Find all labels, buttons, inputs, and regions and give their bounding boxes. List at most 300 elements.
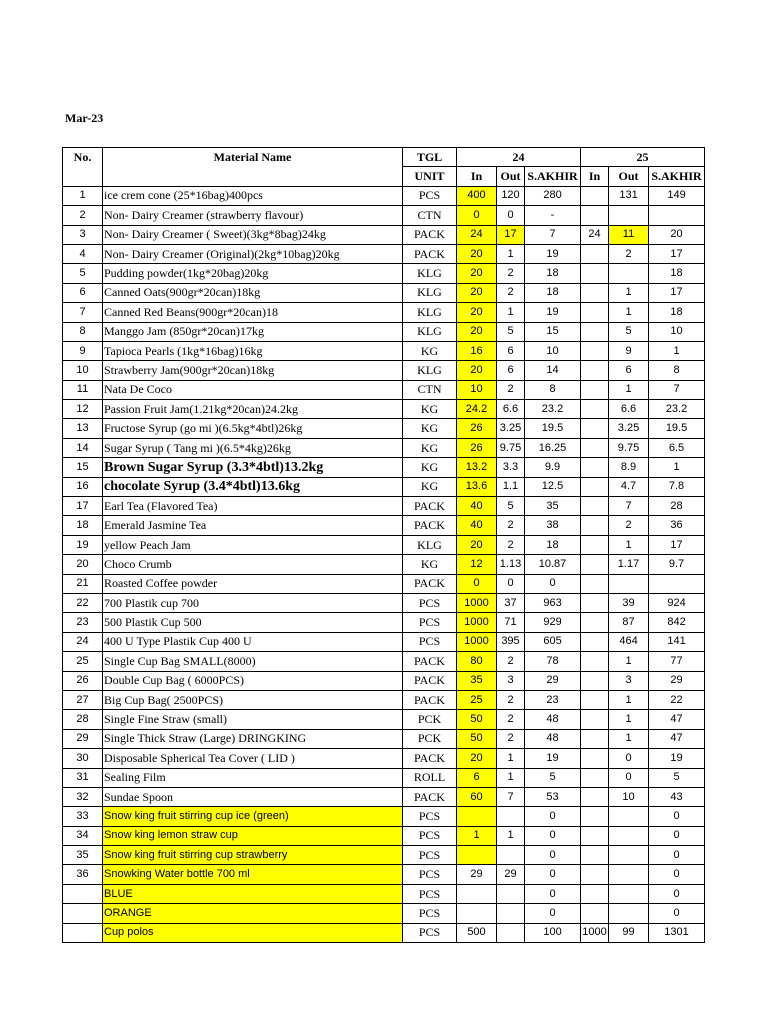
row-number: 17 bbox=[63, 497, 103, 516]
day1-akhir: 29 bbox=[525, 671, 581, 690]
day2-in bbox=[581, 613, 609, 632]
table-row bbox=[63, 303, 705, 322]
day1-akhir: 10 bbox=[525, 341, 581, 360]
material-name: Passion Fruit Jam(1.21kg*20can)24.2kg bbox=[103, 400, 403, 419]
day2-akhir: 47 bbox=[649, 729, 705, 748]
day2-akhir: 19 bbox=[649, 749, 705, 768]
unit: KG bbox=[403, 477, 457, 496]
day1-akhir: 0 bbox=[525, 865, 581, 884]
day2-akhir: 36 bbox=[649, 516, 705, 535]
row-number: 23 bbox=[63, 613, 103, 632]
day2-akhir: 7 bbox=[649, 380, 705, 399]
row-number: 34 bbox=[63, 826, 103, 845]
day2-out: 1 bbox=[609, 710, 649, 729]
day2-out: 11 bbox=[609, 225, 649, 244]
table-row bbox=[63, 206, 705, 225]
day2-out: 1 bbox=[609, 652, 649, 671]
day1-out: 0 bbox=[497, 206, 525, 225]
material-name: Cup polos bbox=[103, 923, 403, 942]
day2-out bbox=[609, 206, 649, 225]
day1-in: 1 bbox=[457, 826, 497, 845]
day1-out: 2 bbox=[497, 652, 525, 671]
day1-in: 13.6 bbox=[457, 477, 497, 496]
day1-akhir: 605 bbox=[525, 632, 581, 651]
row-number: 25 bbox=[63, 652, 103, 671]
day1-in: 25 bbox=[457, 690, 497, 709]
unit: PCS bbox=[403, 846, 457, 865]
day1-akhir: 10.87 bbox=[525, 555, 581, 574]
row-number: 9 bbox=[63, 341, 103, 360]
table-row bbox=[63, 710, 705, 729]
header-day-1: 24 bbox=[457, 148, 581, 167]
day2-in bbox=[581, 458, 609, 477]
material-name: Strawberry Jam(900gr*20can)18kg bbox=[103, 361, 403, 380]
stock-table-body bbox=[63, 148, 705, 943]
unit: KG bbox=[403, 341, 457, 360]
report-date: Mar-23 bbox=[65, 111, 104, 125]
day1-akhir: 18 bbox=[525, 264, 581, 283]
table-row bbox=[63, 283, 705, 302]
header-day-2: 25 bbox=[581, 148, 705, 167]
table-row bbox=[63, 846, 705, 865]
day1-in: 20 bbox=[457, 264, 497, 283]
day2-in bbox=[581, 380, 609, 399]
day2-akhir: 0 bbox=[649, 884, 705, 903]
day2-akhir: 17 bbox=[649, 535, 705, 554]
material-name: Canned Oats(900gr*20can)18kg bbox=[103, 283, 403, 302]
unit: PCS bbox=[403, 923, 457, 942]
day1-out: 5 bbox=[497, 322, 525, 341]
row-number: 20 bbox=[63, 555, 103, 574]
day2-out: 6.6 bbox=[609, 400, 649, 419]
unit: PCK bbox=[403, 729, 457, 748]
day1-in: 10 bbox=[457, 380, 497, 399]
day2-in bbox=[581, 477, 609, 496]
day2-in bbox=[581, 652, 609, 671]
unit: PACK bbox=[403, 516, 457, 535]
day1-in: 26 bbox=[457, 438, 497, 457]
day1-in: 500 bbox=[457, 923, 497, 942]
material-name: ORANGE bbox=[103, 904, 403, 923]
day2-out: 99 bbox=[609, 923, 649, 942]
day1-akhir: 35 bbox=[525, 497, 581, 516]
day1-in: 26 bbox=[457, 419, 497, 438]
table-row bbox=[63, 671, 705, 690]
day1-in: 20 bbox=[457, 283, 497, 302]
day1-in: 6 bbox=[457, 768, 497, 787]
day1-out: 71 bbox=[497, 613, 525, 632]
day1-akhir: 100 bbox=[525, 923, 581, 942]
material-name: Tapioca Pearls (1kg*16bag)16kg bbox=[103, 341, 403, 360]
table-row bbox=[63, 632, 705, 651]
row-number: 26 bbox=[63, 671, 103, 690]
day1-in: 20 bbox=[457, 749, 497, 768]
day2-out: 9.75 bbox=[609, 438, 649, 457]
material-name: Snow king fruit stirring cup strawberry bbox=[103, 846, 403, 865]
day2-out: 7 bbox=[609, 497, 649, 516]
row-number: 2 bbox=[63, 206, 103, 225]
day2-in bbox=[581, 671, 609, 690]
day2-in bbox=[581, 535, 609, 554]
material-name: Earl Tea (Flavored Tea) bbox=[103, 497, 403, 516]
table-header-row-1 bbox=[63, 148, 705, 167]
stock-table bbox=[62, 147, 705, 943]
material-name: Emerald Jasmine Tea bbox=[103, 516, 403, 535]
header-out-1: Out bbox=[497, 167, 525, 186]
day2-out: 3.25 bbox=[609, 419, 649, 438]
table-row bbox=[63, 419, 705, 438]
day2-out: 1 bbox=[609, 283, 649, 302]
day1-in: 13.2 bbox=[457, 458, 497, 477]
day1-out: 2 bbox=[497, 729, 525, 748]
unit: PCS bbox=[403, 807, 457, 826]
day2-akhir: 28 bbox=[649, 497, 705, 516]
day1-in: 40 bbox=[457, 516, 497, 535]
table-row bbox=[63, 865, 705, 884]
day2-in bbox=[581, 826, 609, 845]
day1-akhir: 12.5 bbox=[525, 477, 581, 496]
day1-out: 2 bbox=[497, 283, 525, 302]
header-unit: UNIT bbox=[403, 167, 457, 186]
day2-in bbox=[581, 516, 609, 535]
unit: KG bbox=[403, 438, 457, 457]
row-number: 12 bbox=[63, 400, 103, 419]
day2-akhir: 1 bbox=[649, 458, 705, 477]
day2-in bbox=[581, 264, 609, 283]
header-no: No. bbox=[63, 148, 103, 167]
day1-in bbox=[457, 807, 497, 826]
material-name: 400 U Type Plastik Cup 400 U bbox=[103, 632, 403, 651]
row-number: 30 bbox=[63, 749, 103, 768]
day2-in bbox=[581, 768, 609, 787]
day2-out: 1 bbox=[609, 690, 649, 709]
table-row bbox=[63, 593, 705, 612]
table-row bbox=[63, 341, 705, 360]
day1-out: 1 bbox=[497, 749, 525, 768]
day2-in bbox=[581, 303, 609, 322]
row-number: 10 bbox=[63, 361, 103, 380]
day1-akhir: 19 bbox=[525, 303, 581, 322]
day1-akhir: 0 bbox=[525, 884, 581, 903]
day1-in: 80 bbox=[457, 652, 497, 671]
day2-akhir: 23.2 bbox=[649, 400, 705, 419]
row-number: 24 bbox=[63, 632, 103, 651]
day2-out: 9 bbox=[609, 341, 649, 360]
day1-out: 1 bbox=[497, 244, 525, 263]
day2-out: 1 bbox=[609, 729, 649, 748]
day2-in bbox=[581, 846, 609, 865]
material-name: 500 Plastik Cup 500 bbox=[103, 613, 403, 632]
material-name: Pudding powder(1kg*20bag)20kg bbox=[103, 264, 403, 283]
day1-akhir: 5 bbox=[525, 768, 581, 787]
day2-out bbox=[609, 884, 649, 903]
table-row bbox=[63, 458, 705, 477]
day1-in: 24.2 bbox=[457, 400, 497, 419]
day1-in: 400 bbox=[457, 186, 497, 205]
day2-out bbox=[609, 807, 649, 826]
table-row bbox=[63, 690, 705, 709]
day1-akhir: 53 bbox=[525, 787, 581, 806]
unit: KLG bbox=[403, 535, 457, 554]
day2-out: 5 bbox=[609, 322, 649, 341]
unit: KLG bbox=[403, 283, 457, 302]
day1-in: 50 bbox=[457, 710, 497, 729]
day1-in: 0 bbox=[457, 574, 497, 593]
day1-akhir: 963 bbox=[525, 593, 581, 612]
row-number: 11 bbox=[63, 380, 103, 399]
day1-out: 3.25 bbox=[497, 419, 525, 438]
day1-in bbox=[457, 846, 497, 865]
day2-akhir: 17 bbox=[649, 283, 705, 302]
day1-in: 12 bbox=[457, 555, 497, 574]
table-row bbox=[63, 380, 705, 399]
row-number: 8 bbox=[63, 322, 103, 341]
day2-in bbox=[581, 574, 609, 593]
unit: PCS bbox=[403, 632, 457, 651]
table-row bbox=[63, 400, 705, 419]
day1-in: 20 bbox=[457, 322, 497, 341]
material-name: Sundae Spoon bbox=[103, 787, 403, 806]
material-name: Fructose Syrup (go mi )(6.5kg*4btl)26kg bbox=[103, 419, 403, 438]
day2-akhir: 77 bbox=[649, 652, 705, 671]
row-number: 31 bbox=[63, 768, 103, 787]
day2-akhir: 17 bbox=[649, 244, 705, 263]
unit: KG bbox=[403, 419, 457, 438]
material-name: Sealing Film bbox=[103, 768, 403, 787]
material-name: Big Cup Bag( 2500PCS) bbox=[103, 690, 403, 709]
table-row bbox=[63, 244, 705, 263]
day1-akhir: 14 bbox=[525, 361, 581, 380]
day2-akhir: 0 bbox=[649, 904, 705, 923]
material-name: Double Cup Bag ( 6000PCS) bbox=[103, 671, 403, 690]
day2-out: 3 bbox=[609, 671, 649, 690]
day1-out: 6 bbox=[497, 361, 525, 380]
day1-in: 24 bbox=[457, 225, 497, 244]
table-row bbox=[63, 807, 705, 826]
day2-in bbox=[581, 593, 609, 612]
unit: PCS bbox=[403, 884, 457, 903]
day1-akhir: - bbox=[525, 206, 581, 225]
day2-out: 2 bbox=[609, 244, 649, 263]
unit: KG bbox=[403, 458, 457, 477]
row-number: 27 bbox=[63, 690, 103, 709]
day1-akhir: 0 bbox=[525, 904, 581, 923]
day2-out: 2 bbox=[609, 516, 649, 535]
day1-out: 0 bbox=[497, 574, 525, 593]
material-name: Non- Dairy Creamer (Original)(2kg*10bag)20kg bbox=[103, 244, 403, 263]
day1-out: 2 bbox=[497, 516, 525, 535]
header-out-2: Out bbox=[609, 167, 649, 186]
day2-akhir: 8 bbox=[649, 361, 705, 380]
day2-in bbox=[581, 283, 609, 302]
day1-out: 2 bbox=[497, 710, 525, 729]
day1-out: 7 bbox=[497, 787, 525, 806]
day2-out: 0 bbox=[609, 768, 649, 787]
table-row bbox=[63, 186, 705, 205]
day2-out bbox=[609, 846, 649, 865]
day2-akhir: 924 bbox=[649, 593, 705, 612]
unit: KLG bbox=[403, 264, 457, 283]
day2-in bbox=[581, 787, 609, 806]
day1-akhir: 23 bbox=[525, 690, 581, 709]
day1-out: 3.3 bbox=[497, 458, 525, 477]
day1-in: 29 bbox=[457, 865, 497, 884]
header-tgl: TGL bbox=[403, 148, 457, 167]
unit: PACK bbox=[403, 574, 457, 593]
day1-akhir: 23.2 bbox=[525, 400, 581, 419]
table-row bbox=[63, 225, 705, 244]
material-name: chocolate Syrup (3.4*4btl)13.6kg bbox=[103, 477, 403, 496]
day1-akhir: 0 bbox=[525, 846, 581, 865]
table-row bbox=[63, 904, 705, 923]
material-name: Brown Sugar Syrup (3.3*4btl)13.2kg bbox=[103, 458, 403, 477]
row-number: 16 bbox=[63, 477, 103, 496]
unit: ROLL bbox=[403, 768, 457, 787]
day1-akhir: 15 bbox=[525, 322, 581, 341]
day2-in bbox=[581, 361, 609, 380]
day2-akhir: 149 bbox=[649, 186, 705, 205]
day1-in: 1000 bbox=[457, 593, 497, 612]
unit: KLG bbox=[403, 303, 457, 322]
day1-in: 50 bbox=[457, 729, 497, 748]
table-row bbox=[63, 923, 705, 942]
material-name: BLUE bbox=[103, 884, 403, 903]
day1-akhir: 48 bbox=[525, 729, 581, 748]
day1-akhir: 19 bbox=[525, 749, 581, 768]
row-number: 28 bbox=[63, 710, 103, 729]
day1-akhir: 8 bbox=[525, 380, 581, 399]
day2-in bbox=[581, 497, 609, 516]
day2-akhir bbox=[649, 206, 705, 225]
row-number: 33 bbox=[63, 807, 103, 826]
day1-out: 2 bbox=[497, 380, 525, 399]
day2-out bbox=[609, 904, 649, 923]
day1-akhir: 18 bbox=[525, 283, 581, 302]
day1-out: 395 bbox=[497, 632, 525, 651]
day2-akhir: 141 bbox=[649, 632, 705, 651]
day1-akhir: 78 bbox=[525, 652, 581, 671]
unit: PCS bbox=[403, 826, 457, 845]
row-number: 13 bbox=[63, 419, 103, 438]
day2-in: 1000 bbox=[581, 923, 609, 942]
day1-out: 17 bbox=[497, 225, 525, 244]
unit: PCK bbox=[403, 710, 457, 729]
unit: PCS bbox=[403, 865, 457, 884]
day1-akhir: 19.5 bbox=[525, 419, 581, 438]
day1-out: 5 bbox=[497, 497, 525, 516]
table-row bbox=[63, 884, 705, 903]
table-row bbox=[63, 749, 705, 768]
day2-akhir: 842 bbox=[649, 613, 705, 632]
day2-in bbox=[581, 884, 609, 903]
day2-akhir: 20 bbox=[649, 225, 705, 244]
day2-akhir: 22 bbox=[649, 690, 705, 709]
unit: PCS bbox=[403, 593, 457, 612]
material-name: Manggo Jam (850gr*20can)17kg bbox=[103, 322, 403, 341]
day1-in: 35 bbox=[457, 671, 497, 690]
unit: PACK bbox=[403, 787, 457, 806]
day1-out: 1.13 bbox=[497, 555, 525, 574]
unit: PACK bbox=[403, 244, 457, 263]
day2-akhir: 47 bbox=[649, 710, 705, 729]
day1-akhir: 19 bbox=[525, 244, 581, 263]
day1-akhir: 0 bbox=[525, 826, 581, 845]
row-number: 35 bbox=[63, 846, 103, 865]
header-material-cont bbox=[103, 167, 403, 186]
day1-out: 1 bbox=[497, 768, 525, 787]
table-row bbox=[63, 787, 705, 806]
day1-out: 1.1 bbox=[497, 477, 525, 496]
unit: PACK bbox=[403, 671, 457, 690]
day2-out: 1 bbox=[609, 535, 649, 554]
day2-akhir: 0 bbox=[649, 826, 705, 845]
material-name: Sugar Syrup ( Tang mi )(6.5*4kg)26kg bbox=[103, 438, 403, 457]
day2-out bbox=[609, 264, 649, 283]
material-name: Non- Dairy Creamer (strawberry flavour) bbox=[103, 206, 403, 225]
table-row bbox=[63, 361, 705, 380]
table-row bbox=[63, 516, 705, 535]
row-number: 36 bbox=[63, 865, 103, 884]
day1-in: 20 bbox=[457, 361, 497, 380]
header-in-1: In bbox=[457, 167, 497, 186]
day1-in: 40 bbox=[457, 497, 497, 516]
unit: CTN bbox=[403, 380, 457, 399]
day2-in bbox=[581, 322, 609, 341]
day2-akhir: 5 bbox=[649, 768, 705, 787]
row-number: 3 bbox=[63, 225, 103, 244]
material-name: Canned Red Beans(900gr*20can)18 bbox=[103, 303, 403, 322]
day1-out: 1 bbox=[497, 826, 525, 845]
day2-akhir: 9.7 bbox=[649, 555, 705, 574]
unit: KG bbox=[403, 555, 457, 574]
unit: PCS bbox=[403, 613, 457, 632]
day1-akhir: 38 bbox=[525, 516, 581, 535]
material-name: Roasted Coffee powder bbox=[103, 574, 403, 593]
day2-in bbox=[581, 632, 609, 651]
day1-akhir: 48 bbox=[525, 710, 581, 729]
day2-in bbox=[581, 865, 609, 884]
day2-akhir: 19.5 bbox=[649, 419, 705, 438]
header-no-cont bbox=[63, 167, 103, 186]
day2-in bbox=[581, 419, 609, 438]
day2-out: 39 bbox=[609, 593, 649, 612]
row-number: 7 bbox=[63, 303, 103, 322]
day1-akhir: 7 bbox=[525, 225, 581, 244]
day2-akhir: 7.8 bbox=[649, 477, 705, 496]
unit: PACK bbox=[403, 225, 457, 244]
day1-out: 29 bbox=[497, 865, 525, 884]
row-number: 22 bbox=[63, 593, 103, 612]
day1-out bbox=[497, 923, 525, 942]
material-name: Single Thick Straw (Large) DRINGKING bbox=[103, 729, 403, 748]
unit: PACK bbox=[403, 749, 457, 768]
row-number: 21 bbox=[63, 574, 103, 593]
day1-out bbox=[497, 846, 525, 865]
day1-out: 2 bbox=[497, 264, 525, 283]
table-row bbox=[63, 729, 705, 748]
material-name: Snow king fruit stirring cup ice (green) bbox=[103, 807, 403, 826]
table-row bbox=[63, 264, 705, 283]
day1-akhir: 280 bbox=[525, 186, 581, 205]
unit: CTN bbox=[403, 206, 457, 225]
day2-akhir: 0 bbox=[649, 846, 705, 865]
day2-in bbox=[581, 690, 609, 709]
unit: KG bbox=[403, 400, 457, 419]
material-name: Snowking Water bottle 700 ml bbox=[103, 865, 403, 884]
day1-in: 20 bbox=[457, 244, 497, 263]
day1-in: 20 bbox=[457, 303, 497, 322]
table-row bbox=[63, 555, 705, 574]
